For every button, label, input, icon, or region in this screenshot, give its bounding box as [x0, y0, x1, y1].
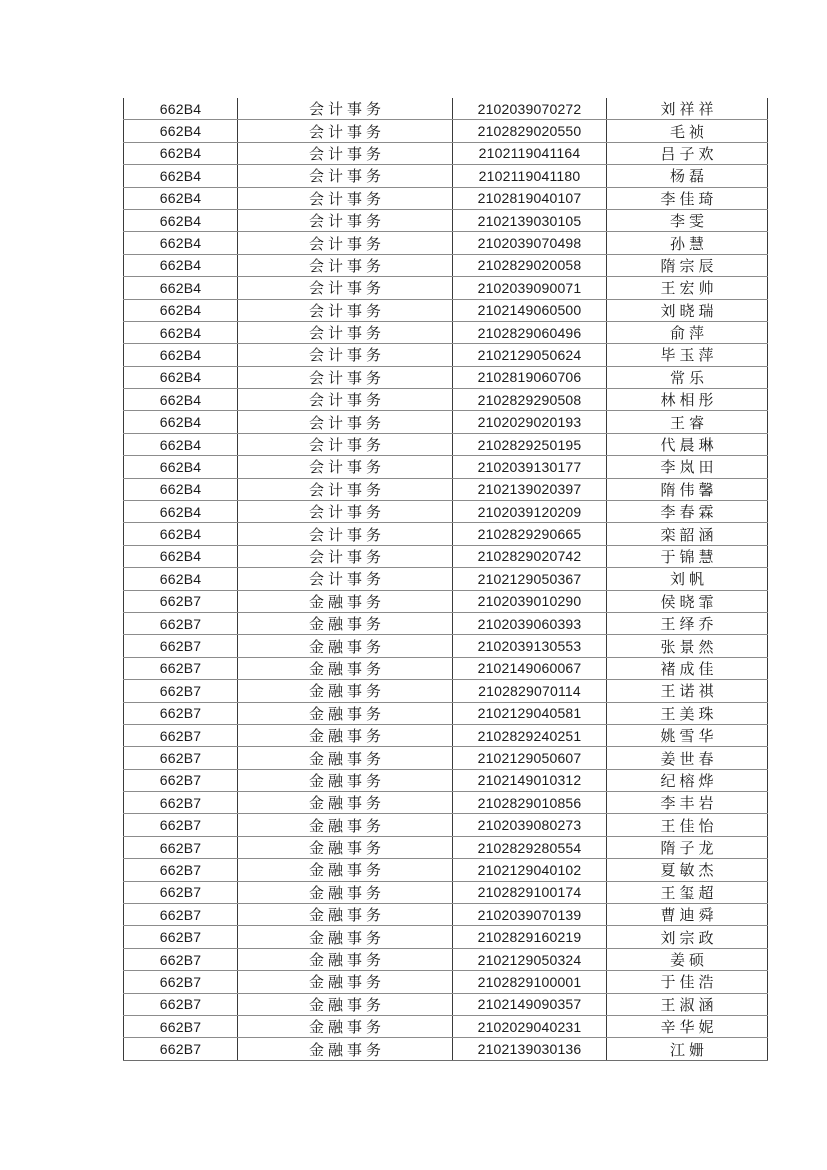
class-code-cell: 662B4 — [124, 433, 238, 455]
major-cell: 会计事务 — [238, 389, 453, 411]
table-row — [124, 568, 768, 590]
exam-id-cell: 2102029040231 — [453, 1016, 607, 1038]
name-cell: 李春霖 — [607, 501, 768, 523]
table-row — [124, 165, 768, 187]
exam-id-cell: 2102139030105 — [453, 209, 607, 231]
major-cell: 会计事务 — [238, 277, 453, 299]
major-cell: 会计事务 — [238, 501, 453, 523]
major-cell: 金融事务 — [238, 769, 453, 791]
exam-id-cell: 2102829240251 — [453, 724, 607, 746]
major-cell: 会计事务 — [238, 344, 453, 366]
table-row — [124, 523, 768, 545]
major-cell: 金融事务 — [238, 814, 453, 836]
table-row — [124, 433, 768, 455]
major-cell: 金融事务 — [238, 881, 453, 903]
name-cell: 孙慧 — [607, 232, 768, 254]
table-row — [124, 478, 768, 500]
major-cell: 金融事务 — [238, 836, 453, 858]
class-code-cell: 662B4 — [124, 209, 238, 231]
class-code-cell: 662B7 — [124, 657, 238, 679]
class-code-cell: 662B7 — [124, 948, 238, 970]
table-row — [124, 590, 768, 612]
class-code-cell: 662B4 — [124, 523, 238, 545]
class-code-cell: 662B7 — [124, 792, 238, 814]
class-code-cell: 662B7 — [124, 926, 238, 948]
name-cell: 王睿 — [607, 411, 768, 433]
class-code-cell: 662B4 — [124, 232, 238, 254]
exam-id-cell: 2102129050607 — [453, 747, 607, 769]
class-code-cell: 662B4 — [124, 366, 238, 388]
exam-id-cell: 2102149010312 — [453, 769, 607, 791]
name-cell: 李丰岩 — [607, 792, 768, 814]
name-cell: 王玺超 — [607, 881, 768, 903]
exam-id-cell: 2102129040102 — [453, 859, 607, 881]
name-cell: 姜世春 — [607, 747, 768, 769]
name-cell: 辛华妮 — [607, 1016, 768, 1038]
major-cell: 金融事务 — [238, 657, 453, 679]
name-cell: 李岚田 — [607, 456, 768, 478]
table-row — [124, 1016, 768, 1038]
table-row — [124, 993, 768, 1015]
table-row — [124, 389, 768, 411]
table-row — [124, 187, 768, 209]
exam-id-cell: 2102029020193 — [453, 411, 607, 433]
table-row — [124, 98, 768, 120]
major-cell: 金融事务 — [238, 590, 453, 612]
class-code-cell: 662B7 — [124, 702, 238, 724]
name-cell: 李佳琦 — [607, 187, 768, 209]
table-row — [124, 411, 768, 433]
class-code-cell: 662B4 — [124, 299, 238, 321]
class-code-cell: 662B7 — [124, 836, 238, 858]
class-code-cell: 662B7 — [124, 747, 238, 769]
major-cell: 金融事务 — [238, 792, 453, 814]
table-row — [124, 254, 768, 276]
exam-id-cell: 2102829060496 — [453, 321, 607, 343]
exam-id-cell: 2102819060706 — [453, 366, 607, 388]
class-code-cell: 662B7 — [124, 993, 238, 1015]
major-cell: 金融事务 — [238, 747, 453, 769]
table-row — [124, 792, 768, 814]
class-code-cell: 662B4 — [124, 478, 238, 500]
name-cell: 王美珠 — [607, 702, 768, 724]
name-cell: 姚雪华 — [607, 724, 768, 746]
table-row — [124, 836, 768, 858]
class-code-cell: 662B4 — [124, 98, 238, 120]
name-cell: 王佳怡 — [607, 814, 768, 836]
class-code-cell: 662B4 — [124, 344, 238, 366]
exam-id-cell: 2102039130177 — [453, 456, 607, 478]
name-cell: 毕玉萍 — [607, 344, 768, 366]
exam-id-cell: 2102039130553 — [453, 635, 607, 657]
name-cell: 李雯 — [607, 209, 768, 231]
table-row — [124, 814, 768, 836]
class-code-cell: 662B7 — [124, 680, 238, 702]
name-cell: 刘宗政 — [607, 926, 768, 948]
class-code-cell: 662B7 — [124, 590, 238, 612]
exam-id-cell: 2102829070114 — [453, 680, 607, 702]
name-cell: 俞萍 — [607, 321, 768, 343]
exam-id-cell: 2102829020742 — [453, 545, 607, 567]
class-code-cell: 662B4 — [124, 411, 238, 433]
major-cell: 会计事务 — [238, 456, 453, 478]
name-cell: 王淑涵 — [607, 993, 768, 1015]
exam-id-cell: 2102039080273 — [453, 814, 607, 836]
major-cell: 会计事务 — [238, 568, 453, 590]
table-row — [124, 926, 768, 948]
name-cell: 王诺祺 — [607, 680, 768, 702]
name-cell: 吕子欢 — [607, 142, 768, 164]
name-cell: 隋子龙 — [607, 836, 768, 858]
class-code-cell: 662B7 — [124, 1016, 238, 1038]
class-code-cell: 662B7 — [124, 612, 238, 634]
major-cell: 会计事务 — [238, 366, 453, 388]
table-row — [124, 881, 768, 903]
table-row — [124, 277, 768, 299]
table-row — [124, 859, 768, 881]
class-code-cell: 662B4 — [124, 142, 238, 164]
name-cell: 刘晓瑞 — [607, 299, 768, 321]
table-row — [124, 657, 768, 679]
major-cell: 会计事务 — [238, 321, 453, 343]
table-row — [124, 120, 768, 142]
major-cell: 金融事务 — [238, 1038, 453, 1061]
table-row — [124, 904, 768, 926]
major-cell: 会计事务 — [238, 142, 453, 164]
major-cell: 会计事务 — [238, 165, 453, 187]
major-cell: 会计事务 — [238, 187, 453, 209]
major-cell: 会计事务 — [238, 299, 453, 321]
table-row — [124, 971, 768, 993]
class-code-cell: 662B4 — [124, 120, 238, 142]
major-cell: 会计事务 — [238, 478, 453, 500]
exam-id-cell: 2102039060393 — [453, 612, 607, 634]
exam-id-cell: 2102819040107 — [453, 187, 607, 209]
name-cell: 夏敏杰 — [607, 859, 768, 881]
major-cell: 金融事务 — [238, 904, 453, 926]
exam-id-cell: 2102129040581 — [453, 702, 607, 724]
major-cell: 金融事务 — [238, 926, 453, 948]
class-code-cell: 662B4 — [124, 501, 238, 523]
exam-id-cell: 2102829100001 — [453, 971, 607, 993]
table-row — [124, 209, 768, 231]
class-code-cell: 662B7 — [124, 859, 238, 881]
major-cell: 金融事务 — [238, 993, 453, 1015]
name-cell: 毛祯 — [607, 120, 768, 142]
table-row — [124, 142, 768, 164]
class-code-cell: 662B4 — [124, 545, 238, 567]
major-cell: 会计事务 — [238, 98, 453, 120]
exam-id-cell: 2102139020397 — [453, 478, 607, 500]
table-row — [124, 747, 768, 769]
major-cell: 金融事务 — [238, 612, 453, 634]
name-cell: 张景然 — [607, 635, 768, 657]
table-row — [124, 456, 768, 478]
name-cell: 隋伟馨 — [607, 478, 768, 500]
exam-id-cell: 2102149090357 — [453, 993, 607, 1015]
name-cell: 王绎乔 — [607, 612, 768, 634]
table-row — [124, 299, 768, 321]
major-cell: 金融事务 — [238, 724, 453, 746]
class-code-cell: 662B4 — [124, 321, 238, 343]
class-code-cell: 662B7 — [124, 724, 238, 746]
major-cell: 会计事务 — [238, 254, 453, 276]
class-code-cell: 662B7 — [124, 769, 238, 791]
class-code-cell: 662B7 — [124, 971, 238, 993]
class-code-cell: 662B4 — [124, 568, 238, 590]
major-cell: 金融事务 — [238, 948, 453, 970]
exam-id-cell: 2102829020550 — [453, 120, 607, 142]
exam-id-cell: 2102829250195 — [453, 433, 607, 455]
name-cell: 杨磊 — [607, 165, 768, 187]
major-cell: 金融事务 — [238, 702, 453, 724]
exam-id-cell: 2102039070498 — [453, 232, 607, 254]
major-cell: 金融事务 — [238, 971, 453, 993]
exam-id-cell: 2102039090071 — [453, 277, 607, 299]
exam-id-cell: 2102829010856 — [453, 792, 607, 814]
major-cell: 会计事务 — [238, 232, 453, 254]
table-body — [124, 98, 768, 1061]
class-code-cell: 662B4 — [124, 187, 238, 209]
name-cell: 侯晓霏 — [607, 590, 768, 612]
exam-id-cell: 2102119041180 — [453, 165, 607, 187]
table-row — [124, 724, 768, 746]
class-code-cell: 662B4 — [124, 254, 238, 276]
class-code-cell: 662B7 — [124, 635, 238, 657]
class-code-cell: 662B7 — [124, 814, 238, 836]
name-cell: 林相彤 — [607, 389, 768, 411]
major-cell: 金融事务 — [238, 859, 453, 881]
table-row — [124, 702, 768, 724]
major-cell: 会计事务 — [238, 411, 453, 433]
exam-id-cell: 2102829290508 — [453, 389, 607, 411]
table-row — [124, 232, 768, 254]
exam-id-cell: 2102829280554 — [453, 836, 607, 858]
exam-id-cell: 2102829290665 — [453, 523, 607, 545]
name-cell: 于锦慧 — [607, 545, 768, 567]
class-code-cell: 662B4 — [124, 456, 238, 478]
exam-id-cell: 2102119041164 — [453, 142, 607, 164]
major-cell: 金融事务 — [238, 680, 453, 702]
class-code-cell: 662B7 — [124, 1038, 238, 1061]
name-cell: 栾韶涵 — [607, 523, 768, 545]
name-cell: 隋宗辰 — [607, 254, 768, 276]
student-roster-table — [123, 98, 768, 1061]
exam-id-cell: 2102139030136 — [453, 1038, 607, 1061]
exam-id-cell: 2102039010290 — [453, 590, 607, 612]
exam-id-cell: 2102829160219 — [453, 926, 607, 948]
class-code-cell: 662B4 — [124, 277, 238, 299]
name-cell: 代晨琳 — [607, 433, 768, 455]
major-cell: 会计事务 — [238, 433, 453, 455]
exam-id-cell: 2102129050324 — [453, 948, 607, 970]
class-code-cell: 662B7 — [124, 881, 238, 903]
name-cell: 褚成佳 — [607, 657, 768, 679]
name-cell: 曹迪舜 — [607, 904, 768, 926]
table-row — [124, 545, 768, 567]
exam-id-cell: 2102129050367 — [453, 568, 607, 590]
table-row — [124, 344, 768, 366]
class-code-cell: 662B7 — [124, 904, 238, 926]
table-row — [124, 680, 768, 702]
major-cell: 会计事务 — [238, 523, 453, 545]
class-code-cell: 662B4 — [124, 389, 238, 411]
exam-id-cell: 2102829100174 — [453, 881, 607, 903]
major-cell: 金融事务 — [238, 635, 453, 657]
table-row — [124, 501, 768, 523]
exam-id-cell: 2102829020058 — [453, 254, 607, 276]
name-cell: 纪榕烨 — [607, 769, 768, 791]
major-cell: 会计事务 — [238, 120, 453, 142]
name-cell: 姜硕 — [607, 948, 768, 970]
table-row — [124, 366, 768, 388]
major-cell: 会计事务 — [238, 209, 453, 231]
name-cell: 于佳浩 — [607, 971, 768, 993]
name-cell: 刘祥祥 — [607, 98, 768, 120]
name-cell: 刘帆 — [607, 568, 768, 590]
exam-id-cell: 2102039070139 — [453, 904, 607, 926]
class-code-cell: 662B4 — [124, 165, 238, 187]
table-row — [124, 635, 768, 657]
name-cell: 江姗 — [607, 1038, 768, 1061]
exam-id-cell: 2102039120209 — [453, 501, 607, 523]
table-row — [124, 769, 768, 791]
table-row — [124, 612, 768, 634]
name-cell: 常乐 — [607, 366, 768, 388]
table-row — [124, 1038, 768, 1061]
exam-id-cell: 2102149060067 — [453, 657, 607, 679]
table-row — [124, 948, 768, 970]
table-row — [124, 321, 768, 343]
exam-id-cell: 2102129050624 — [453, 344, 607, 366]
major-cell: 金融事务 — [238, 1016, 453, 1038]
name-cell: 王宏帅 — [607, 277, 768, 299]
exam-id-cell: 2102039070272 — [453, 98, 607, 120]
major-cell: 会计事务 — [238, 545, 453, 567]
exam-id-cell: 2102149060500 — [453, 299, 607, 321]
